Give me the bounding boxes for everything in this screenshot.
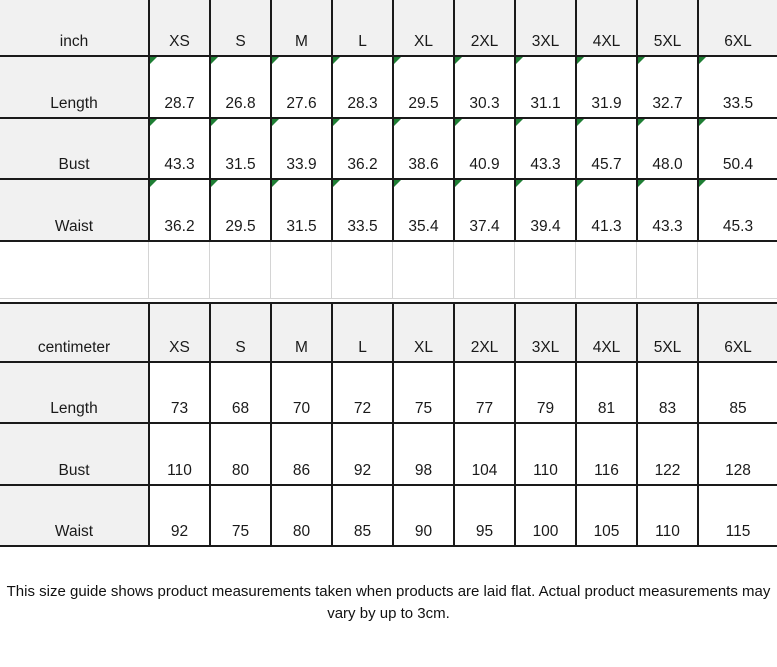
value-cell-text: 31.5 bbox=[225, 156, 256, 173]
value-cell-text: 43.3 bbox=[652, 218, 683, 235]
value-cell bbox=[392, 119, 453, 180]
error-indicator-icon bbox=[455, 57, 462, 64]
value-cell-text: 75 bbox=[231, 523, 250, 540]
error-indicator-icon bbox=[577, 180, 584, 187]
spreadsheet-gap-row bbox=[0, 242, 777, 302]
value-cell-text: 31.5 bbox=[286, 218, 317, 235]
size-header-cell bbox=[270, 0, 331, 57]
size-guide-note bbox=[0, 581, 777, 625]
error-indicator-icon bbox=[455, 119, 462, 126]
value-cell bbox=[148, 363, 209, 424]
value-cell bbox=[636, 180, 697, 242]
value-cell-text: 116 bbox=[594, 462, 619, 479]
value-cell bbox=[697, 180, 777, 242]
error-indicator-icon bbox=[333, 119, 340, 126]
value-cell bbox=[331, 363, 392, 424]
value-cell-text: 98 bbox=[414, 462, 433, 479]
value-cell bbox=[148, 486, 209, 547]
value-cell-text: 33.5 bbox=[722, 95, 754, 112]
value-cell bbox=[331, 57, 392, 119]
gap-cell bbox=[0, 242, 148, 298]
value-cell-text: 36.2 bbox=[347, 156, 378, 173]
size-header-cell-text: L bbox=[358, 339, 367, 356]
gap-cell bbox=[636, 242, 697, 298]
value-cell bbox=[697, 424, 777, 486]
value-cell bbox=[636, 119, 697, 180]
unit-label-cell-text: inch bbox=[59, 33, 89, 50]
error-indicator-icon bbox=[577, 119, 584, 126]
value-cell-text: 43.3 bbox=[530, 156, 561, 173]
value-cell bbox=[636, 363, 697, 424]
error-indicator-icon bbox=[211, 119, 218, 126]
size-header-cell bbox=[392, 304, 453, 363]
gap-gridlines bbox=[0, 242, 777, 299]
centimeter-size-table bbox=[0, 302, 777, 547]
error-indicator-icon bbox=[455, 180, 462, 187]
value-cell-text: 92 bbox=[353, 462, 372, 479]
value-cell-text: 77 bbox=[475, 400, 494, 417]
error-indicator-icon bbox=[516, 180, 523, 187]
value-cell bbox=[636, 57, 697, 119]
value-cell bbox=[392, 363, 453, 424]
value-cell-text: 48.0 bbox=[652, 156, 683, 173]
value-cell bbox=[453, 180, 514, 242]
value-cell-text: 30.3 bbox=[469, 95, 500, 112]
gap-cell bbox=[392, 242, 453, 298]
size-header-cell bbox=[148, 0, 209, 57]
size-header-cell bbox=[148, 304, 209, 363]
value-cell-text: 43.3 bbox=[164, 156, 195, 173]
value-cell-text: 110 bbox=[167, 462, 192, 479]
value-cell-text: 95 bbox=[475, 523, 494, 540]
error-indicator-icon bbox=[150, 119, 157, 126]
value-cell bbox=[453, 363, 514, 424]
value-cell bbox=[148, 180, 209, 242]
value-cell-text: 37.4 bbox=[469, 218, 500, 235]
value-cell bbox=[514, 486, 575, 547]
error-indicator-icon bbox=[638, 57, 645, 64]
size-header-cell-text: 2XL bbox=[470, 33, 499, 50]
row-label-cell-text: Bust bbox=[58, 156, 90, 173]
error-indicator-icon bbox=[516, 119, 523, 126]
value-cell-text: 29.5 bbox=[225, 218, 256, 235]
value-cell bbox=[209, 180, 270, 242]
value-cell-text: 110 bbox=[655, 523, 680, 540]
value-cell-text: 50.4 bbox=[722, 156, 754, 173]
value-cell bbox=[148, 57, 209, 119]
size-header-cell bbox=[392, 0, 453, 57]
size-header-cell-text: XL bbox=[414, 339, 433, 356]
value-cell bbox=[209, 424, 270, 486]
value-cell bbox=[514, 363, 575, 424]
value-cell-text: 36.2 bbox=[164, 218, 195, 235]
value-cell bbox=[270, 119, 331, 180]
value-cell bbox=[392, 424, 453, 486]
unit-label-cell bbox=[0, 0, 148, 57]
size-header-cell bbox=[331, 0, 392, 57]
size-header-cell bbox=[514, 304, 575, 363]
value-cell bbox=[331, 486, 392, 547]
size-header-cell-text: S bbox=[235, 33, 246, 50]
gap-cell bbox=[331, 242, 392, 298]
value-cell-text: 32.7 bbox=[652, 95, 683, 112]
value-cell bbox=[209, 57, 270, 119]
value-cell bbox=[575, 119, 636, 180]
value-cell-text: 110 bbox=[533, 462, 558, 479]
row-label-cell bbox=[0, 57, 148, 119]
value-cell bbox=[331, 119, 392, 180]
value-cell bbox=[575, 424, 636, 486]
value-cell bbox=[270, 424, 331, 486]
error-indicator-icon bbox=[211, 180, 218, 187]
size-header-cell-text: M bbox=[295, 33, 308, 50]
value-cell-text: 115 bbox=[725, 523, 751, 540]
value-cell-text: 104 bbox=[471, 462, 498, 479]
size-header-cell-text: 3XL bbox=[531, 339, 560, 356]
value-cell-text: 105 bbox=[593, 523, 620, 540]
value-cell bbox=[514, 424, 575, 486]
error-indicator-icon bbox=[272, 57, 279, 64]
error-indicator-icon bbox=[150, 57, 157, 64]
size-header-cell bbox=[636, 0, 697, 57]
error-indicator-icon bbox=[150, 180, 157, 187]
value-cell bbox=[453, 119, 514, 180]
size-header-cell-text: 6XL bbox=[724, 339, 752, 356]
value-cell bbox=[514, 180, 575, 242]
value-cell bbox=[270, 57, 331, 119]
value-cell bbox=[392, 486, 453, 547]
value-cell bbox=[453, 486, 514, 547]
size-header-cell-text: 4XL bbox=[592, 33, 621, 50]
value-cell bbox=[636, 424, 697, 486]
row-label-cell-text: Length bbox=[50, 95, 98, 112]
value-cell-text: 128 bbox=[725, 462, 751, 479]
error-indicator-icon bbox=[272, 119, 279, 126]
size-header-cell-text: L bbox=[358, 33, 367, 50]
value-cell-text: 79 bbox=[536, 400, 555, 417]
value-cell-text: 80 bbox=[231, 462, 250, 479]
value-cell bbox=[697, 57, 777, 119]
value-cell bbox=[453, 57, 514, 119]
note-line-2: vary by up to 3cm. bbox=[327, 605, 450, 622]
value-cell-text: 28.7 bbox=[164, 95, 195, 112]
gap-cell bbox=[697, 242, 777, 298]
size-header-cell-text: 3XL bbox=[531, 33, 560, 50]
value-cell-text: 31.9 bbox=[591, 95, 622, 112]
value-cell-text: 45.7 bbox=[591, 156, 622, 173]
row-label-cell bbox=[0, 424, 148, 486]
gap-cell bbox=[270, 242, 331, 298]
value-cell-text: 31.1 bbox=[530, 95, 561, 112]
value-cell-text: 33.9 bbox=[286, 156, 317, 173]
error-indicator-icon bbox=[272, 180, 279, 187]
row-label-cell bbox=[0, 363, 148, 424]
error-indicator-icon bbox=[394, 119, 401, 126]
value-cell-text: 33.5 bbox=[347, 218, 378, 235]
value-cell bbox=[209, 119, 270, 180]
value-cell bbox=[270, 486, 331, 547]
size-header-cell bbox=[270, 304, 331, 363]
value-cell-text: 39.4 bbox=[530, 218, 561, 235]
value-cell bbox=[453, 424, 514, 486]
gap-cell bbox=[453, 242, 514, 298]
row-label-cell bbox=[0, 119, 148, 180]
row-label-cell bbox=[0, 180, 148, 242]
error-indicator-icon bbox=[333, 57, 340, 64]
size-header-cell bbox=[209, 0, 270, 57]
value-cell-text: 38.6 bbox=[408, 156, 439, 173]
value-cell bbox=[148, 119, 209, 180]
value-cell-text: 83 bbox=[658, 400, 677, 417]
size-header-cell-text: 5XL bbox=[653, 339, 682, 356]
value-cell bbox=[331, 180, 392, 242]
size-header-cell bbox=[453, 0, 514, 57]
value-cell-text: 27.6 bbox=[286, 95, 317, 112]
error-indicator-icon bbox=[516, 57, 523, 64]
value-cell-text: 122 bbox=[654, 462, 681, 479]
value-cell bbox=[270, 180, 331, 242]
row-label-cell-text: Waist bbox=[54, 523, 94, 540]
size-header-cell bbox=[697, 304, 777, 363]
value-cell bbox=[575, 180, 636, 242]
value-cell bbox=[697, 486, 777, 547]
size-header-cell-text: 5XL bbox=[653, 33, 682, 50]
value-cell bbox=[636, 486, 697, 547]
gap-cell bbox=[575, 242, 636, 298]
size-header-cell bbox=[575, 0, 636, 57]
error-indicator-icon bbox=[699, 180, 706, 187]
value-cell-text: 26.8 bbox=[225, 95, 256, 112]
size-header-cell-text: XS bbox=[169, 339, 190, 356]
size-header-cell-text: M bbox=[295, 339, 308, 356]
size-header-cell-text: XS bbox=[169, 33, 190, 50]
size-header-cell-text: 4XL bbox=[592, 339, 621, 356]
value-cell bbox=[697, 119, 777, 180]
value-cell bbox=[331, 424, 392, 486]
row-label-cell-text: Waist bbox=[54, 218, 94, 235]
value-cell bbox=[209, 486, 270, 547]
value-cell bbox=[575, 363, 636, 424]
size-header-cell bbox=[636, 304, 697, 363]
size-header-cell bbox=[331, 304, 392, 363]
value-cell-text: 70 bbox=[292, 400, 311, 417]
gap-cell bbox=[514, 242, 575, 298]
value-cell-text: 80 bbox=[292, 523, 311, 540]
value-cell-text: 73 bbox=[170, 400, 189, 417]
size-header-cell bbox=[453, 304, 514, 363]
value-cell-text: 85 bbox=[353, 523, 372, 540]
value-cell-text: 92 bbox=[170, 523, 189, 540]
error-indicator-icon bbox=[638, 180, 645, 187]
value-cell-text: 100 bbox=[532, 523, 559, 540]
value-cell bbox=[575, 486, 636, 547]
value-cell-text: 41.3 bbox=[591, 218, 622, 235]
value-cell-text: 35.4 bbox=[408, 218, 439, 235]
value-cell bbox=[514, 119, 575, 180]
error-indicator-icon bbox=[333, 180, 340, 187]
inch-size-table bbox=[0, 0, 777, 242]
value-cell bbox=[392, 180, 453, 242]
value-cell bbox=[514, 57, 575, 119]
value-cell-text: 28.3 bbox=[347, 95, 378, 112]
size-header-cell bbox=[209, 304, 270, 363]
error-indicator-icon bbox=[394, 57, 401, 64]
note-line-1: This size guide shows product measurements taken when products are laid flat. Actual product measurements may bbox=[6, 583, 771, 600]
error-indicator-icon bbox=[211, 57, 218, 64]
size-header-cell bbox=[575, 304, 636, 363]
error-indicator-icon bbox=[699, 57, 706, 64]
value-cell-text: 40.9 bbox=[469, 156, 500, 173]
value-cell bbox=[209, 363, 270, 424]
value-cell-text: 90 bbox=[414, 523, 433, 540]
value-cell-text: 85 bbox=[729, 400, 747, 417]
row-label-cell-text: Length bbox=[50, 400, 98, 417]
value-cell bbox=[148, 424, 209, 486]
value-cell bbox=[575, 57, 636, 119]
value-cell-text: 29.5 bbox=[408, 95, 439, 112]
value-cell-text: 81 bbox=[597, 400, 616, 417]
unit-label-cell bbox=[0, 304, 148, 363]
value-cell-text: 45.3 bbox=[722, 218, 754, 235]
size-header-cell-text: S bbox=[235, 339, 246, 356]
row-label-cell-text: Bust bbox=[58, 462, 90, 479]
size-header-cell bbox=[697, 0, 777, 57]
size-header-cell-text: 2XL bbox=[470, 339, 499, 356]
size-header-cell bbox=[514, 0, 575, 57]
size-header-cell-text: 6XL bbox=[724, 33, 752, 50]
value-cell bbox=[697, 363, 777, 424]
value-cell-text: 68 bbox=[231, 400, 250, 417]
value-cell-text: 72 bbox=[353, 400, 372, 417]
value-cell bbox=[270, 363, 331, 424]
gap-cell bbox=[148, 242, 209, 298]
unit-label-cell-text: centimeter bbox=[37, 339, 111, 356]
value-cell-text: 86 bbox=[292, 462, 311, 479]
error-indicator-icon bbox=[577, 57, 584, 64]
size-header-cell-text: XL bbox=[414, 33, 433, 50]
error-indicator-icon bbox=[638, 119, 645, 126]
error-indicator-icon bbox=[394, 180, 401, 187]
error-indicator-icon bbox=[699, 119, 706, 126]
value-cell bbox=[392, 57, 453, 119]
row-label-cell bbox=[0, 486, 148, 547]
value-cell-text: 75 bbox=[414, 400, 433, 417]
gap-cell bbox=[209, 242, 270, 298]
